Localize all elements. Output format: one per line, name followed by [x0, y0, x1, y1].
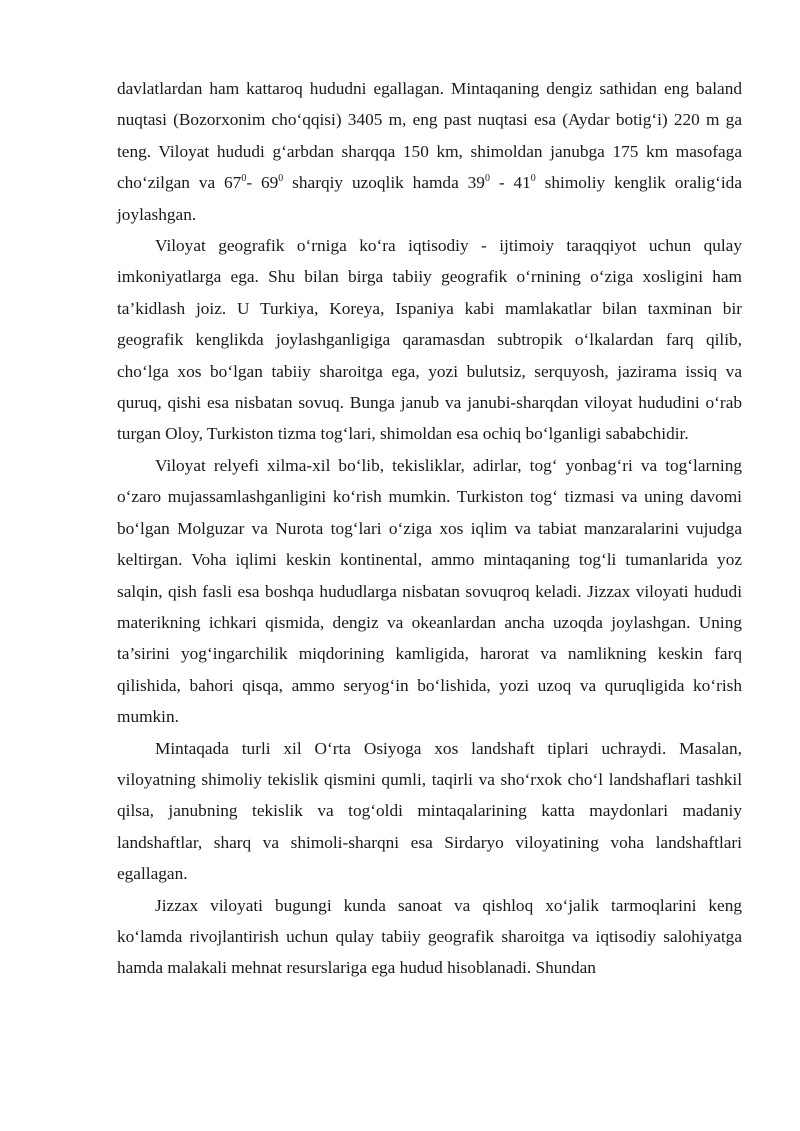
paragraph-text: Mintaqada turli xil O‘rta Osiyoga xos landshaft tiplari uchraydi. Masalan, viloyatning shimoliy tekislik qismini qumli, taqirli va sho‘rxok cho‘l landshaflari tashkil qilsa, janubning tekislik va tog‘oldi mintaqalarining katta maydonlari madaniy landshaftlar, sharq va shimoli-sharqni esa Sirdaryo viloyatining voha landshaftlari egallagan. [117, 738, 742, 884]
degree-superscript: 0 [530, 173, 536, 185]
degree-superscript: 0 [484, 173, 490, 185]
body-paragraph [117, 890, 742, 984]
paragraph-text: sharqiy uzoqlik hamda 39 [283, 173, 485, 193]
paragraph-text: Viloyat relyefi xilma-xil bo‘lib, tekisliklar, adirlar, tog‘ yonbag‘ri va tog‘larning o‘zaro mujassamlashganligini ko‘rish mumkin. Turkiston tog‘ tizmasi va uning davomi bo‘lgan Molguzar va Nurota tog‘lari o‘ziga xos iqlim va tabiat manzaralarini vujudga keltirgan. Voha iqlimi keskin kontinental, ammo mintaqaning tog‘li tumanlarida yoz salqin, qish fasli esa boshqa hududlarga nisbatan sovuqroq keladi. Jizzax viloyati hududi materikning ichkari qismida, dengiz va okeanlardan ancha uzoqda joylashgan. Uning ta’sirini yog‘ingarchilik miqdorining kamligida, harorat va namlikning keskin farq qilishida, bahori qisqa, ammo seryog‘in bo‘lishida, yozi uzoq va quruqligida ko‘rish mumkin. [117, 455, 742, 727]
body-paragraph [117, 73, 742, 230]
body-paragraph [117, 733, 742, 890]
body-paragraph [117, 230, 742, 450]
paragraph-text: Jizzax viloyati bugungi kunda sanoat va qishloq xo‘jalik tarmoqlarini keng ko‘lamda rivojlantirish uchun qulay tabiiy geografik sharoitga va iqtisodiy salohiyatga hamda malakali mehnat resurslariga ega hudud hisoblanadi. Shundan [117, 895, 742, 978]
degree-superscript: 0 [278, 173, 284, 185]
body-paragraph [117, 450, 742, 733]
document-page [117, 73, 742, 984]
paragraph-text: shimoliy kenglik oralig‘ida joylashgan. [117, 173, 742, 224]
paragraph-text: Viloyat geografik o‘rniga ko‘ra iqtisodiy - ijtimoiy taraqqiyot uchun qulay imkoniyatlarga ega. Shu bilan birga tabiiy geografik o‘rnining o‘ziga xosligini ham ta’kidlash joiz. U Turkiya, Koreya, Ispaniya kabi mamlakatlar bilan taxminan bir geografik kenglikda joylashganligiga qaramasdan subtropik o‘lkalardan farq qilib, cho‘lga xos bo‘lgan tabiiy sharoitga ega, yozi bulutsiz, serquyosh, jazirama issiq va quruq, qishi esa nisbatan sovuq. Bunga janub va janubi-sharqdan viloyat hududini o‘rab turgan Oloy, Turkiston tizma tog‘lari, shimoldan esa ochiq bo‘lganligi sababchidir. [117, 236, 742, 444]
paragraph-text: - 41 [489, 173, 531, 193]
degree-superscript: 0 [241, 173, 247, 185]
paragraph-text: - 69 [246, 173, 279, 193]
paragraph-text: davlatlardan ham kattaroq hududni egallagan. Mintaqaning dengiz sathidan eng baland nuqtasi (Bozorxonim cho‘qqisi) 3405 m, eng past nuqtasi esa (Aydar botig‘i) 220 m ga teng. Viloyat hududi g‘arbdan sharqqa 150 km, shimoldan janubga 175 km masofaga cho‘zilgan va 67 [117, 79, 742, 193]
